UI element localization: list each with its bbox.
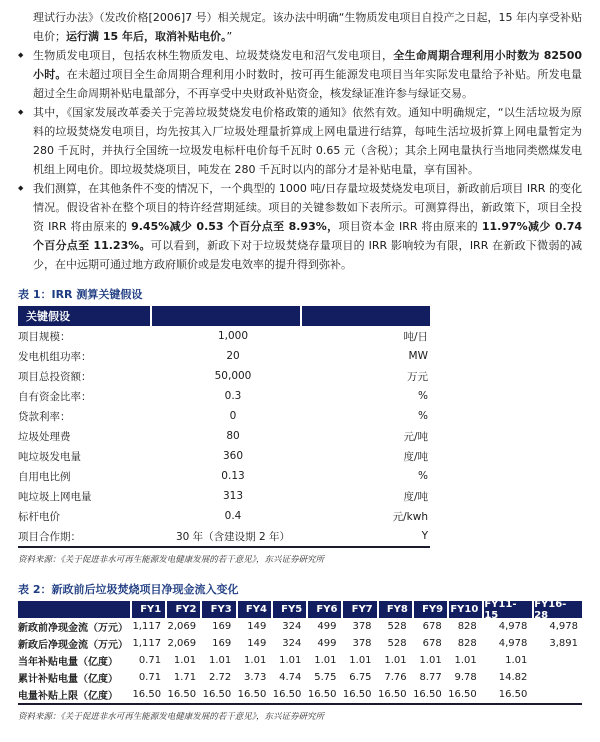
table-row — [18, 506, 430, 526]
table1-body — [18, 326, 430, 548]
cell: 16.50 — [448, 689, 477, 700]
cell: 3,891 — [549, 638, 578, 649]
table-row — [18, 486, 430, 506]
cell: 4.74 — [279, 672, 302, 683]
bullet-icon: ◆ — [18, 108, 24, 116]
row-label: 垃圾处理费 — [18, 430, 71, 443]
column-header: FY4 — [238, 601, 271, 618]
cell: 16.50 — [413, 689, 442, 700]
cell: 828 — [457, 621, 477, 632]
cell: 169 — [212, 638, 232, 649]
row-label: 新政后净现金流（万元） — [18, 640, 128, 651]
row-label: 累计补贴电量（亿度） — [18, 674, 118, 685]
column-header: FY3 — [202, 601, 235, 618]
cell: 1.01 — [208, 655, 232, 666]
row-value: 360 — [222, 450, 244, 462]
body-text-run-bold: 全生命周期合理利用小时数为 82500 小时。 — [33, 49, 582, 81]
column-header: FY9 — [414, 601, 447, 618]
cell: 1.01 — [384, 655, 407, 666]
cell: 16.50 — [237, 689, 267, 700]
body-text-run-bold: 9.45%减少 0.53 个百分点至 8.93%， — [131, 220, 339, 233]
cell: 1.01 — [505, 655, 528, 666]
row-unit: 元/吨 — [403, 430, 428, 443]
cell: 14.82 — [498, 672, 528, 683]
bullet-item-irr-estimate — [18, 179, 582, 274]
column-header: FY16-28 — [534, 601, 582, 618]
cell: 4,978 — [549, 621, 578, 632]
column-header: FY10 — [449, 601, 482, 618]
row-unit: MW — [408, 350, 428, 362]
table-row — [18, 346, 430, 366]
table-row — [18, 426, 430, 446]
cell: 16.50 — [307, 689, 337, 700]
cell: 16.50 — [272, 689, 302, 700]
column-header: FY6 — [308, 601, 341, 618]
table-row — [18, 466, 430, 486]
body-text-run: 项目资本金 IRR 将由原来的 — [338, 220, 482, 233]
cell: 149 — [247, 638, 267, 649]
table1-header-cell-empty — [152, 306, 300, 326]
table1-source-note: 资料来源：《关于促进非水可再生能源发电健康发展的若干意见》，东兴证券研究所 — [18, 555, 325, 565]
cell: 1.01 — [173, 655, 197, 666]
cell: 2,069 — [167, 638, 197, 649]
body-text-block — [18, 8, 582, 274]
table-row — [18, 652, 582, 669]
cell: 16.50 — [342, 689, 372, 700]
row-unit: 万元 — [407, 370, 428, 383]
table-row — [18, 366, 430, 386]
table-row — [18, 386, 430, 406]
cell: 2,069 — [167, 621, 197, 632]
row-value: 0.4 — [224, 510, 242, 522]
cell: 6.75 — [349, 672, 372, 683]
cell: 3.73 — [244, 672, 267, 683]
row-label: 自用电比例 — [18, 470, 71, 483]
table-row — [18, 618, 582, 635]
column-header: FY8 — [379, 601, 412, 618]
table2-body — [18, 618, 582, 705]
row-value: 1,000 — [217, 330, 249, 342]
cell: 1.01 — [314, 655, 337, 666]
table1-irr-assumptions — [18, 286, 430, 565]
cell: 1.01 — [279, 655, 302, 666]
cell: 678 — [422, 638, 442, 649]
cell: 16.50 — [377, 689, 407, 700]
row-unit: % — [418, 390, 428, 402]
bullet-icon: ◆ — [18, 184, 24, 192]
cell: 528 — [387, 621, 407, 632]
cell: 0.71 — [138, 655, 162, 666]
column-header: FY11-15 — [484, 601, 532, 618]
row-value: 0.13 — [221, 470, 245, 482]
row-label: 当年补贴电量（亿度） — [18, 657, 118, 668]
row-label: 标杆电价 — [18, 510, 60, 523]
row-unit: 元/kwh — [392, 510, 428, 523]
body-text-run-bold: 11.97%减少 0.74 个百分点至 11.23%。 — [33, 220, 582, 252]
row-unit: % — [418, 470, 428, 482]
row-unit: % — [418, 410, 428, 422]
cell: 1.01 — [454, 655, 477, 666]
table1-title: 表 1：IRR 测算关键假设 — [18, 288, 143, 301]
body-text-run: ” — [226, 30, 233, 43]
cell: 169 — [212, 621, 232, 632]
cell: 1,117 — [132, 621, 162, 632]
table1-header-cell: 关键假设 — [18, 306, 150, 326]
body-text-run: 理试行办法》（发改价格[2006]7 号）相关规定。该办法中明确“生物质发电项目自投产之日起，15 年内享受补贴电价； — [33, 11, 582, 43]
cell: 16.50 — [167, 689, 197, 700]
row-label: 发电机组功率： — [18, 350, 92, 363]
cell: 9.78 — [454, 672, 477, 683]
row-value: 20 — [226, 350, 240, 362]
cell: 678 — [422, 621, 442, 632]
paragraph-continuation — [33, 8, 582, 46]
table-row — [18, 326, 430, 346]
body-text-run: 生物质发电项目，包括农林生物质发电、垃圾焚烧发电和沼气发电项目， — [33, 49, 394, 62]
cell: 4,978 — [498, 638, 528, 649]
cell: 499 — [317, 621, 337, 632]
table-row — [18, 669, 582, 686]
column-header: FY1 — [132, 601, 165, 618]
cell: 16.50 — [498, 689, 528, 700]
table2-cashflow-change — [18, 581, 582, 722]
row-value: 313 — [222, 490, 244, 502]
table2-header-row — [18, 598, 582, 621]
cell: 1.71 — [173, 672, 197, 683]
row-unit: 度/吨 — [403, 450, 428, 463]
table1-header-row — [18, 306, 430, 326]
bullet-text — [33, 46, 582, 103]
cell: 828 — [457, 638, 477, 649]
row-label: 项目规模： — [18, 330, 71, 343]
row-label: 电量补贴上限（亿度） — [18, 691, 118, 702]
cell: 8.77 — [419, 672, 442, 683]
table2-source-note: 资料来源：《关于促进非水可再生能源发电健康发展的若干意见》，东兴证券研究所 — [18, 712, 325, 722]
cell: 324 — [282, 638, 302, 649]
row-unit: Y — [421, 530, 428, 542]
row-value: 0.3 — [224, 390, 242, 402]
bullet-icon: ◆ — [18, 51, 24, 59]
bullet-item-biomass — [18, 46, 582, 103]
row-value: 50,000 — [214, 370, 252, 382]
cell: 149 — [247, 621, 267, 632]
column-header: FY7 — [343, 601, 376, 618]
cell: 1.01 — [419, 655, 442, 666]
cell: 1.01 — [349, 655, 372, 666]
cell: 5.75 — [314, 672, 337, 683]
bullet-item-policy-notice — [18, 103, 582, 179]
cell: 1.01 — [244, 655, 267, 666]
table1-header-cell-empty — [302, 306, 430, 326]
cell: 378 — [352, 621, 372, 632]
table-row — [18, 526, 430, 546]
row-value: 30 年（含建设期 2 年） — [175, 530, 291, 543]
cell: 0.71 — [138, 672, 162, 683]
row-label: 吨垃圾发电量 — [18, 450, 81, 463]
row-label: 新政前净现金流（万元） — [18, 623, 128, 634]
row-label: 自有资金比率： — [18, 390, 92, 403]
cell: 378 — [352, 638, 372, 649]
table2-header-corner — [18, 601, 130, 618]
row-label: 贷款利率： — [18, 410, 71, 423]
table2-title: 表 2：新政前后垃圾焚烧项目净现金流入变化 — [18, 583, 239, 596]
table-row — [18, 406, 430, 426]
row-unit: 吨/日 — [403, 330, 428, 343]
cell: 499 — [317, 638, 337, 649]
bullet-text — [33, 103, 582, 179]
body-text-run-bold: 运行满 15 年后，取消补贴电价。 — [66, 30, 227, 43]
row-label: 项目总投资额： — [18, 370, 92, 383]
table-row — [18, 446, 430, 466]
body-text-run: 可以看到，新政下对于垃圾焚烧存量项目的 IRR 影响较为有限，IRR 在新政下微弱的减少，在中远期可通过地方政府顺价或是发电效率的提升得到弥补。 — [33, 239, 582, 271]
body-text-run: 其中，《国家发展改革委关于完善垃圾焚烧发电价格政策的通知》依然有效。通知中明确规定，“以生活垃圾为原料的垃圾焚烧发电项目，均先按其入厂垃圾处理量折算成上网电量进行结算，每吨生活垃圾折算上网电量暂定为 280 千瓦时，并执行全国统一垃圾发电标杆电价每千瓦时 0.65 元（含税）；其余上网电量执行当地同类燃煤发电机组上网电价。即垃圾焚烧项目，吨发在 280 千瓦时以内的部分才是补贴电量，享有国补。 — [33, 106, 582, 176]
cell: 2.72 — [208, 672, 232, 683]
row-label: 项目合作期： — [18, 530, 81, 543]
column-header: FY2 — [167, 601, 200, 618]
row-unit: 度/吨 — [403, 490, 428, 503]
row-value: 0 — [229, 410, 237, 422]
row-label: 吨垃圾上网电量 — [18, 490, 92, 503]
table-row — [18, 635, 582, 652]
table-row — [18, 686, 582, 703]
column-header: FY5 — [273, 601, 306, 618]
cell: 16.50 — [132, 689, 162, 700]
row-value: 80 — [226, 430, 240, 442]
body-text-run: 我们测算，在其他条件不变的情况下，一个典型的 1000 吨/日存量垃圾焚烧发电项目，新政前后项目 IRR 的变化情况。假设省补在整个项目的特许经营期延续。项目的关键参数如下表所示。可测算得出，新政策下，项目全投资 IRR 将由原来的 — [33, 182, 582, 233]
cell: 324 — [282, 621, 302, 632]
cell: 1,117 — [132, 638, 162, 649]
body-text-run: 在未超过项目全生命周期合理利用小时数时，按可再生能源发电项目当年实际发电量给予补贴。所发电量超过全生命周期补贴电量部分，不再享受中央财政补贴资金，核发绿证准许参与绿证交易。 — [33, 68, 582, 100]
bullet-text — [33, 179, 582, 274]
cell: 528 — [387, 638, 407, 649]
cell: 16.50 — [202, 689, 232, 700]
cell: 7.76 — [384, 672, 407, 683]
cell: 4,978 — [498, 621, 528, 632]
